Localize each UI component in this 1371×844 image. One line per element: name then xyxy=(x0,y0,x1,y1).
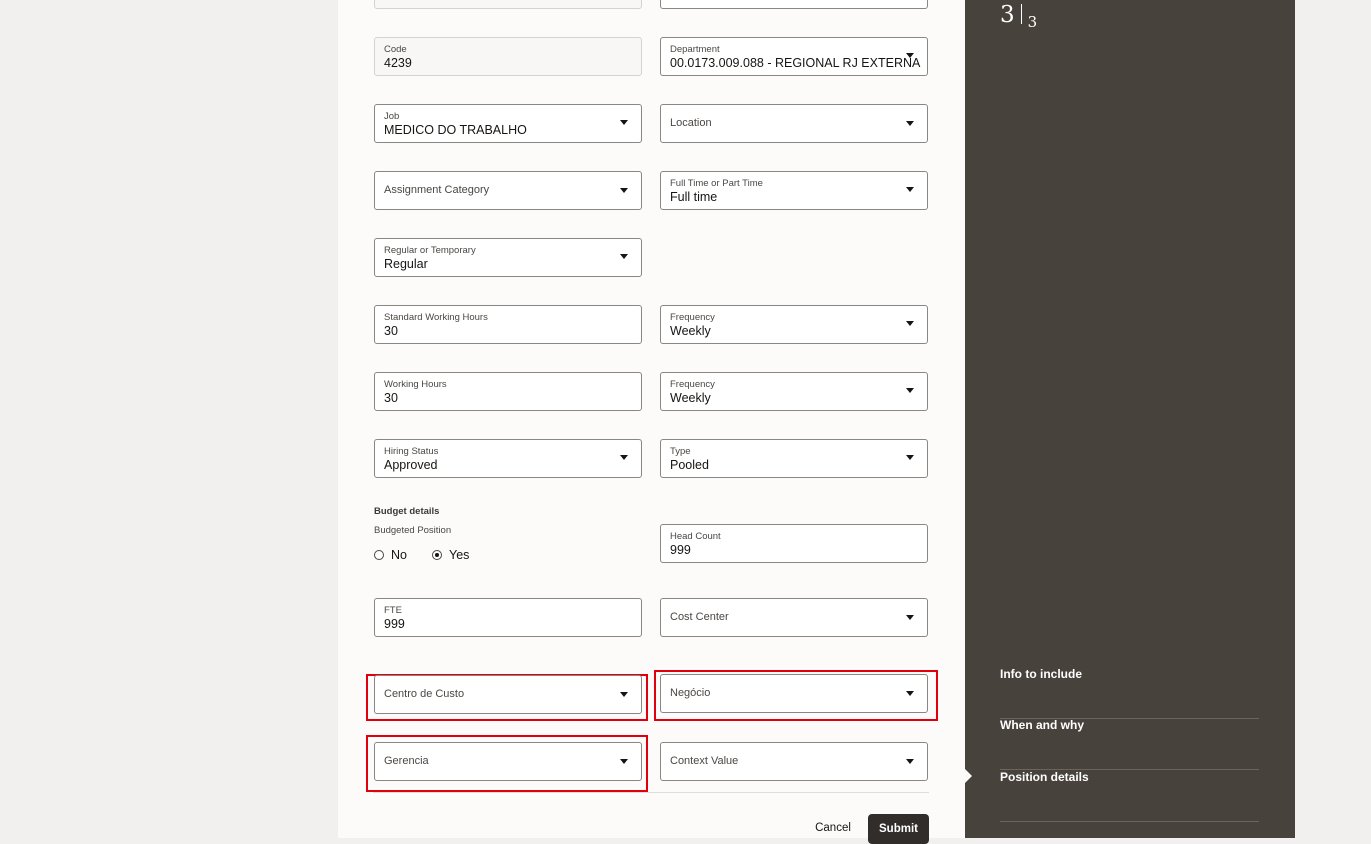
cancel-button[interactable]: Cancel xyxy=(808,817,858,839)
frequency-select-2[interactable] xyxy=(660,372,928,411)
radio-no-label: No xyxy=(391,548,407,562)
partial-field-left xyxy=(374,0,642,9)
sidebar-item-when-and-why[interactable] xyxy=(1000,718,1259,770)
sidebar-divider xyxy=(1000,821,1259,822)
current-step-pointer-icon xyxy=(965,769,972,783)
location-label: Location xyxy=(670,117,712,129)
chevron-down-icon xyxy=(906,615,914,620)
job-label: Job xyxy=(384,111,400,122)
frequency-value: Weekly xyxy=(670,324,711,338)
assignment-category-label: Assignment Category xyxy=(384,184,490,196)
department-label: Department xyxy=(670,44,720,55)
hiring-status-label: Hiring Status xyxy=(384,446,439,457)
radio-no[interactable] xyxy=(374,548,407,562)
step-separator xyxy=(1021,4,1022,24)
regular-temporary-label: Regular or Temporary xyxy=(384,245,476,256)
type-value: Pooled xyxy=(670,458,709,472)
cost-center-select[interactable] xyxy=(660,598,928,637)
regular-temporary-select[interactable] xyxy=(374,238,642,277)
department-select[interactable] xyxy=(660,37,928,76)
fte-field[interactable] xyxy=(374,598,642,637)
assignment-category-select[interactable] xyxy=(374,171,642,210)
cost-center-label: Cost Center xyxy=(670,611,729,623)
job-value: MEDICO DO TRABALHO xyxy=(384,123,527,137)
chevron-down-icon xyxy=(906,455,914,460)
full-part-time-value: Full time xyxy=(670,190,718,204)
type-label: Type xyxy=(670,446,691,457)
gerencia-select[interactable] xyxy=(374,742,642,781)
step-total: 3 xyxy=(1027,13,1038,31)
chevron-down-icon xyxy=(620,692,628,697)
partial-field-right[interactable] xyxy=(660,0,928,9)
sidebar-item-info-to-include[interactable] xyxy=(1000,667,1259,719)
step-indicator xyxy=(1000,2,1038,31)
hiring-status-value: Approved xyxy=(384,458,438,472)
chevron-down-icon xyxy=(906,759,914,764)
submit-button[interactable]: Submit xyxy=(868,814,929,844)
chevron-down-icon xyxy=(906,187,914,192)
radio-no-indicator[interactable] xyxy=(374,550,384,560)
fte-value: 999 xyxy=(384,617,405,631)
regular-temporary-value: Regular xyxy=(384,257,428,271)
radio-yes-label: Yes xyxy=(449,548,470,562)
guided-process-sidebar xyxy=(965,0,1295,838)
chevron-down-icon xyxy=(906,388,914,393)
standard-working-hours-label: Standard Working Hours xyxy=(384,312,488,323)
context-value-select[interactable] xyxy=(660,742,928,781)
head-count-field[interactable] xyxy=(660,524,928,563)
sidebar-item-label: Position details xyxy=(1000,770,1089,784)
chevron-down-icon xyxy=(620,455,628,460)
sidebar-item-label: Info to include xyxy=(1000,667,1082,681)
budget-details-heading: Budget details xyxy=(374,506,440,517)
chevron-down-icon xyxy=(906,691,914,696)
centro-de-custo-select[interactable] xyxy=(374,675,642,714)
gerencia-label: Gerencia xyxy=(384,755,429,767)
standard-working-hours-value: 30 xyxy=(384,324,398,338)
job-select[interactable] xyxy=(374,104,642,143)
chevron-down-icon xyxy=(620,188,628,193)
working-hours-field[interactable] xyxy=(374,372,642,411)
department-value: 00.0173.009.088 - REGIONAL RJ EXTERNA xyxy=(670,56,921,70)
standard-working-hours-field[interactable] xyxy=(374,305,642,344)
sidebar-item-position-details[interactable] xyxy=(1000,770,1259,822)
fte-label: FTE xyxy=(384,605,402,616)
chevron-down-icon xyxy=(906,121,914,126)
frequency-value: Weekly xyxy=(670,391,711,405)
centro-de-custo-label: Centro de Custo xyxy=(384,688,465,700)
code-label: Code xyxy=(384,44,407,55)
chevron-down-icon xyxy=(906,321,914,326)
frequency-label: Frequency xyxy=(670,312,715,323)
chevron-down-icon xyxy=(906,53,914,58)
frequency-label: Frequency xyxy=(670,379,715,390)
working-hours-label: Working Hours xyxy=(384,379,447,390)
footer-divider xyxy=(373,792,929,793)
full-part-time-select[interactable] xyxy=(660,171,928,210)
full-part-time-label: Full Time or Part Time xyxy=(670,178,763,189)
working-hours-value: 30 xyxy=(384,391,398,405)
chevron-down-icon xyxy=(620,120,628,125)
negocio-label: Negócio xyxy=(670,687,711,699)
hiring-status-select[interactable] xyxy=(374,439,642,478)
frequency-select-1[interactable] xyxy=(660,305,928,344)
code-value: 4239 xyxy=(384,56,412,70)
radio-yes-indicator[interactable] xyxy=(432,550,442,560)
chevron-down-icon xyxy=(620,254,628,259)
sidebar-item-label: When and why xyxy=(1000,718,1084,732)
head-count-value: 999 xyxy=(670,543,691,557)
radio-yes[interactable] xyxy=(432,548,469,562)
chevron-down-icon xyxy=(620,759,628,764)
location-select[interactable] xyxy=(660,104,928,143)
head-count-label: Head Count xyxy=(670,531,721,542)
type-select[interactable] xyxy=(660,439,928,478)
code-field[interactable] xyxy=(374,37,642,76)
step-current: 3 xyxy=(1000,2,1015,28)
budgeted-position-label: Budgeted Position xyxy=(374,525,452,536)
context-value-label: Context Value xyxy=(670,755,739,767)
negocio-select[interactable] xyxy=(660,674,928,713)
